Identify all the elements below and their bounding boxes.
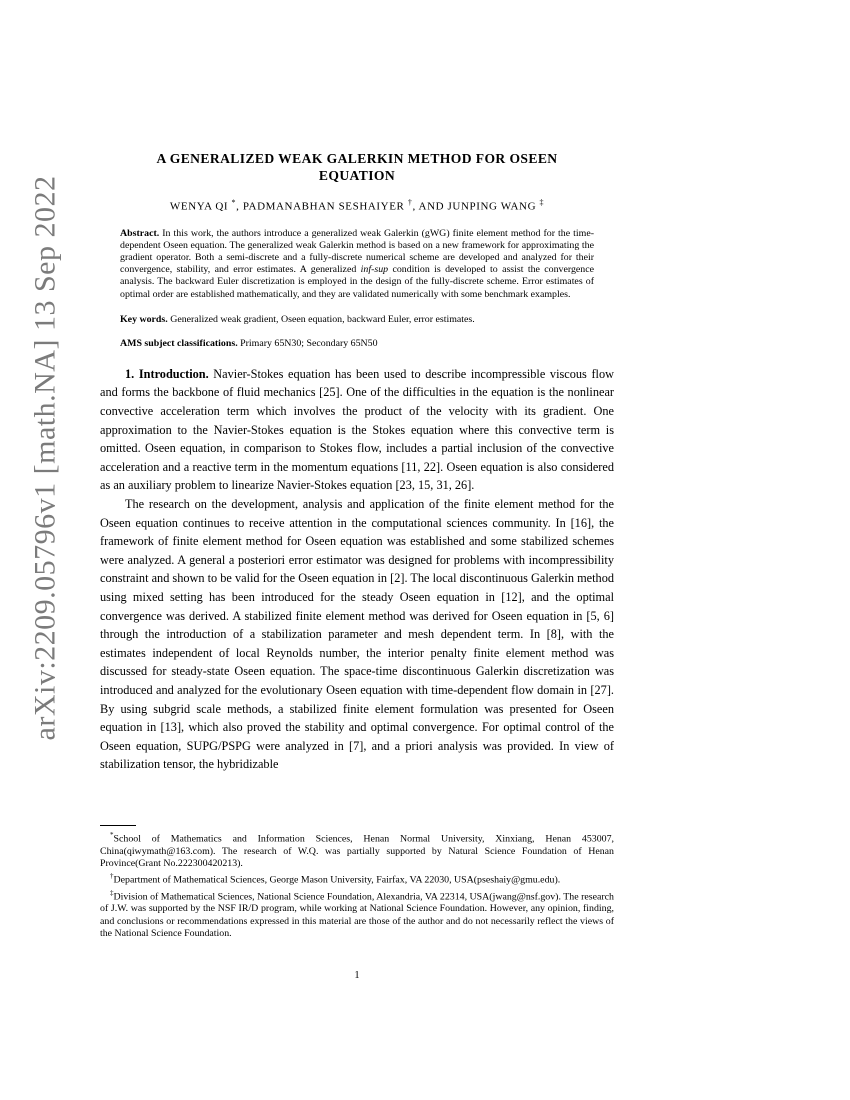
- keywords: [100, 314, 614, 325]
- footnote-2: [100, 870, 614, 887]
- intro-paragraph-1: [100, 365, 614, 495]
- abstract: [100, 228, 614, 301]
- author-2-mark: †: [407, 198, 413, 207]
- abstract-text-1: In this work, the authors introduce a generalized weak Galerkin (gWG) finite element method for the time-dependent Oseen equation. The generalized weak Galerkin method is based on a new framework for approximating the gradient operator. Both a semi-discrete and a fully-discrete numerical scheme are developed and analyzed for their convergence, stability, and error estimates. A generalized: [120, 227, 594, 276]
- ams-heading: AMS subject classifications.: [120, 337, 238, 349]
- author-2: , PADMANABHAN SESHAIYER: [236, 200, 405, 213]
- footnote-3-mark: ‡: [110, 888, 114, 897]
- keywords-heading: Key words.: [120, 313, 168, 325]
- intro-paragraph-2: The research on the development, analysis and application of the finite element method for the Oseen equation continues to receive attention in the computational sciences community. In [16], the framework of finite element method for Oseen equation was established and some stabilized schemes were analyzed. A general a posteriori error estimator was designed for problems with incompressibility constraint and shown to be valid for the Oseen equation in [2]. The local discontinuous Galerkin method using mixed setting has been introduced for the steady Oseen equation in [12], and the optimal convergence was derived. A stabilized finite element method was derived for Oseen equation in [5, 6] through the introduction of a stabilization parameter and mesh dependent term. In [8], with the estimates independent of local Reynolds number, the interior penalty finite element method was discussed for steady-state Oseen equation. The space-time discontinuous Galerkin discretization was introduced and analyzed for the evolutionary Oseen equation with time-dependent flow domain in [27]. By using subgrid scale methods, a stabilized finite element formulation was presented for Oseen equation in [13], which also proved the stability and optimal convergence. For optimal control of the Oseen equation, SUPG/PSPG were analyzed in [7], and a priori analysis was provided. In view of stabilization tensor, the hybridizable: [100, 497, 614, 772]
- footnote-3-text: Division of Mathematical Sciences, National Science Foundation, Alexandria, VA 22314, USA(jwang@nsf.gov). The research of J.W. was supported by the NSF IR/D program, while working at National Science Foundation. However, any opinion, finding, and conclusions or recommendations expressed in this material are those of the author and do not necessarily reflect the views of the National Science Foundation.: [100, 891, 614, 939]
- abstract-heading: Abstract.: [120, 227, 160, 239]
- footnote-1-text: School of Mathematics and Information Sciences, Henan Normal University, Xinxiang, Henan 453007, China(qiwymath@163.com). The research of W.Q. was partially supported by Natural Science Foundation of Henan Province(Grant No.222300420213).: [100, 833, 614, 869]
- abstract-italic-term: inf-sup: [360, 264, 389, 276]
- page-number: 1: [354, 970, 360, 981]
- paper-title: [100, 150, 614, 184]
- author-3: , AND JUNPING WANG: [412, 200, 537, 213]
- arxiv-side-stamp: [22, 175, 68, 741]
- abstract-text-2: condition is developed to assist the convergence analysis. The backward Euler discretization is employed in the design of the fully-discrete scheme. Error estimates of optimal order are established mathematically, and they are validated numerically with some benchmark examples.: [120, 264, 595, 300]
- ams-text: Primary 65N30; Secondary 65N50: [237, 337, 378, 349]
- footnote-rule: [100, 825, 136, 826]
- author-3-mark: ‡: [539, 198, 545, 207]
- footnotes: [100, 825, 614, 940]
- ams-classifications: [100, 338, 614, 349]
- title-line-1: A GENERALIZED WEAK GALERKIN METHOD FOR OSEEN: [156, 151, 558, 166]
- paper-page: [100, 150, 614, 774]
- arxiv-identifier: arXiv:2209.05796v1 [math.NA] 13 Sep 2022: [28, 175, 61, 741]
- author-1-mark: *: [231, 198, 237, 207]
- title-line-2: EQUATION: [318, 168, 396, 183]
- author-1: WENYA QI: [169, 200, 229, 213]
- introduction-section: [100, 365, 614, 774]
- footnote-3: [100, 887, 614, 940]
- intro-paragraph-1-text: Navier-Stokes equation has been used to describe incompressible viscous flow and forms the backbone of fluid mechanics [25]. One of the difficulties in the equation is the nonlinear convective acceleration term which involves the product of the velocity with its gradient. One approximation to the Navier-Stokes equation is the Stokes equation where this convective term is omitted. Oseen equation, in comparison to Stokes flow, includes a partial inclusion of the convective acceleration and a reactive term in the momentum equations [11, 22]. Oseen equation is also considered as an auxiliary problem to linearize Navier-Stokes equation [23, 15, 31, 26].: [100, 366, 614, 493]
- footnote-1: [100, 829, 614, 870]
- section-heading: 1. Introduction.: [125, 366, 209, 381]
- footnote-1-mark: *: [110, 831, 114, 839]
- keywords-text: Generalized weak gradient, Oseen equation, backward Euler, error estimates.: [167, 313, 475, 325]
- author-list: [100, 198, 614, 213]
- footnote-2-text: Department of Mathematical Sciences, George Mason University, Fairfax, VA 22030, USA(pseshaiy@gmu.edu).: [113, 874, 561, 886]
- footnote-2-mark: †: [110, 872, 114, 881]
